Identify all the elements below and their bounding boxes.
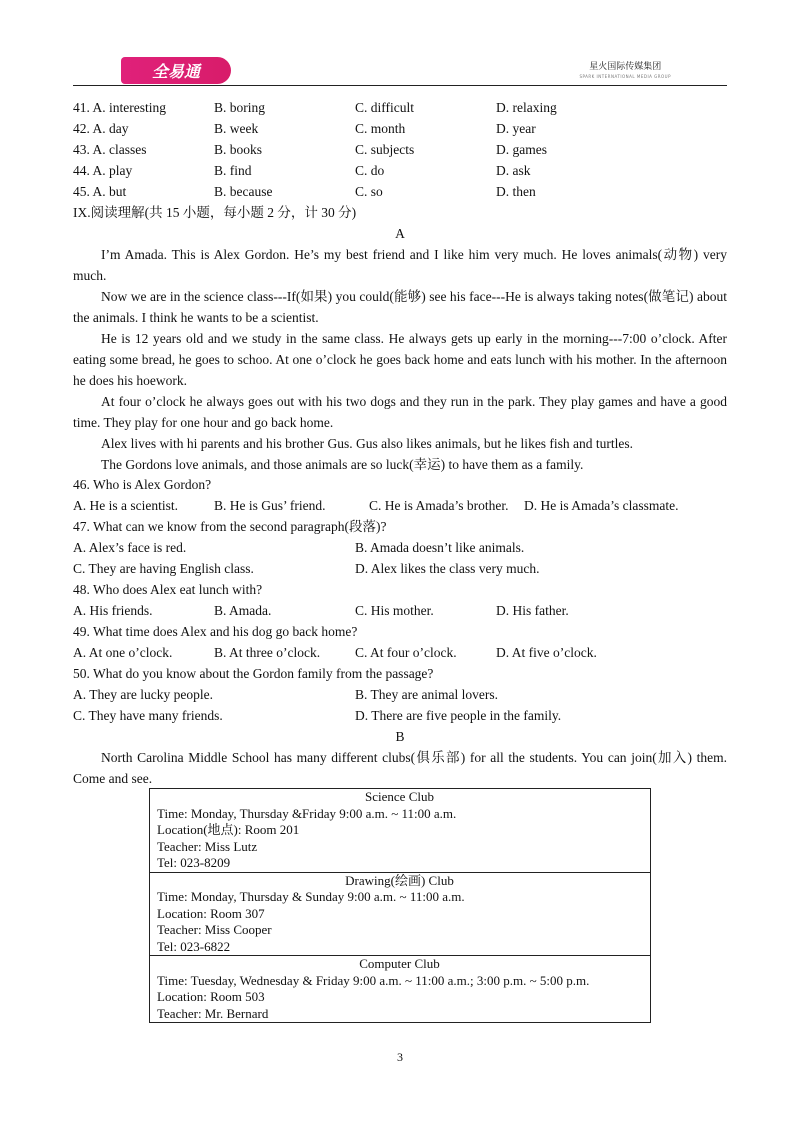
passage-a-paragraph: Now we are in the science class---If(如果) you could(能够) see his face---He is always taking notes(做笔记) about the animals. I think he wants to be a scientist. <box>73 289 727 325</box>
option-d: D. There are five people in the family. <box>355 708 562 723</box>
option-c: C. At four o’clock. <box>355 645 457 660</box>
passage-a-paragraph: Alex lives with hi parents and his brother Gus. Gus also likes animals, but he likes fish and turtles. <box>101 436 634 451</box>
club-time: Time: Monday, Thursday &Friday 9:00 a.m. ~ 11:00 a.m. <box>157 805 457 821</box>
question-48-options <box>73 603 727 619</box>
question-49-stem: 49. What time does Alex and his dog go back home? <box>73 624 358 639</box>
option-row-42 <box>73 121 727 137</box>
option-c: C. They have many friends. <box>73 708 223 723</box>
option-d: D. relaxing <box>496 100 557 115</box>
option-a: A. Alex’s face is red. <box>73 540 187 555</box>
option-c: C. so <box>355 184 383 199</box>
option-d: D. year <box>496 121 536 136</box>
question-50-stem: 50. What do you know about the Gordon family from the passage? <box>73 666 434 681</box>
club-time: Time: Tuesday, Wednesday & Friday 9:00 a.m. ~ 11:00 a.m.; 3:00 p.m. ~ 5:00 p.m. <box>157 972 590 988</box>
option-d: D. then <box>496 184 536 199</box>
option-row-43 <box>73 142 727 158</box>
option-row-45 <box>73 184 727 200</box>
option-a: A. His friends. <box>73 603 153 618</box>
option-a: A. He is a scientist. <box>73 498 178 513</box>
club-teacher: Teacher: Miss Lutz <box>157 838 258 854</box>
club-tel: Tel: 023-8209 <box>157 855 231 870</box>
passage-a-paragraph: At four o’clock he always goes out with his two dogs and they run in the park. They play games and have a good time. They play for one hour and go back home. <box>73 394 727 430</box>
question-49-options <box>73 645 727 661</box>
option-a: 43. A. classes <box>73 142 147 157</box>
club-row-drawing <box>150 872 651 956</box>
club-teacher: Teacher: Miss Cooper <box>157 922 272 937</box>
option-a: A. At one o’clock. <box>73 645 173 660</box>
option-c: C. He is Amada’s brother. <box>369 498 509 513</box>
page-number: 3 <box>397 1050 403 1064</box>
club-title: Science Club <box>365 789 434 804</box>
question-47-options-row2 <box>73 561 727 577</box>
option-d: D. Alex likes the class very much. <box>355 561 540 576</box>
option-d: D. His father. <box>496 603 569 618</box>
option-c: C. subjects <box>355 142 415 157</box>
question-46-options <box>73 498 727 514</box>
question-47-options-row1 <box>73 540 727 556</box>
club-row-science <box>150 789 651 873</box>
option-b: B. because <box>214 184 273 199</box>
option-c: C. They are having English class. <box>73 561 254 576</box>
club-teacher: Teacher: Mr. Bernard <box>157 1005 269 1021</box>
option-c: C. His mother. <box>355 603 434 618</box>
option-d: D. games <box>496 142 547 157</box>
option-row-41 <box>73 100 727 116</box>
question-47-stem: 47. What can we know from the second paragraph(段落)? <box>73 519 387 534</box>
option-c: C. difficult <box>355 100 414 115</box>
passage-a-paragraph: He is 12 years old and we study in the same class. He always gets up early in the morning---7:00 o’clock. After eating some bread, he goes to schoo. At one o’clock he goes back home and eats lunch with his mother. In the afternoon he does his hoework. <box>73 331 727 388</box>
question-50-options-row2 <box>73 708 727 724</box>
option-a: 45. A. but <box>73 184 127 199</box>
passage-b-label: B <box>395 729 405 744</box>
club-time: Time: Monday, Thursday & Sunday 9:00 a.m. ~ 11:00 a.m. <box>157 889 465 904</box>
option-a: 44. A. play <box>73 163 133 178</box>
option-b: B. He is Gus’ friend. <box>214 498 326 513</box>
passage-a-paragraph: The Gordons love animals, and those animals are so luck(幸运) to have them as a family. <box>101 457 584 472</box>
header-divider <box>73 85 727 86</box>
option-b: B. books <box>214 142 263 157</box>
option-d: D. At five o’clock. <box>496 645 597 660</box>
clubs-table <box>149 788 651 1023</box>
passage-b-intro: North Carolina Middle School has many different clubs(俱乐部) for all the students. You can join(加入) them. Come and see. <box>73 750 727 786</box>
option-a: 42. A. day <box>73 121 129 136</box>
option-b: B. Amada doesn’t like animals. <box>355 540 525 555</box>
club-cell <box>150 789 651 873</box>
option-c: C. month <box>355 121 406 136</box>
club-cell <box>150 956 651 1023</box>
option-d: D. ask <box>496 163 531 178</box>
club-location: Location: Room 307 <box>157 905 265 921</box>
publisher-name-text: 星火国际传媒集团 <box>589 62 662 72</box>
option-b: B. They are animal lovers. <box>355 687 498 702</box>
club-location: Location(地点): Room 201 <box>157 822 300 837</box>
passage-a-paragraph: I’m Amada. This is Alex Gordon. He’s my best friend and I like him very much. He loves animals(动物) very much. <box>73 247 727 283</box>
club-cell <box>150 872 651 956</box>
option-c: C. do <box>355 163 385 178</box>
question-48-stem: 48. Who does Alex eat lunch with? <box>73 582 263 597</box>
question-46-stem: 46. Who is Alex Gordon? <box>73 477 212 492</box>
club-title: Drawing(绘画) Club <box>345 872 454 888</box>
option-row-44 <box>73 163 727 179</box>
publisher-name <box>579 62 671 82</box>
option-a: A. They are lucky people. <box>73 687 213 702</box>
brand-logo: 全易通 <box>121 57 231 84</box>
club-location: Location: Room 503 <box>157 989 265 1004</box>
club-title: Computer Club <box>359 956 440 971</box>
option-b: B. boring <box>214 100 266 115</box>
club-row-computer <box>150 956 651 1023</box>
option-b: B. find <box>214 163 252 178</box>
option-b: B. Amada. <box>214 603 272 618</box>
passage-a-label: A <box>395 226 405 241</box>
option-a: 41. A. interesting <box>73 100 166 115</box>
option-d: D. He is Amada’s classmate. <box>524 498 679 513</box>
option-b: B. week <box>214 121 259 136</box>
page-header <box>73 52 727 86</box>
question-50-options-row1 <box>73 687 727 703</box>
section-title: IX.阅读理解(共 15 小题，每小题 2 分，计 30 分) <box>73 205 357 220</box>
publisher-name-sub: SPARK INTERNATIONAL MEDIA GROUP <box>579 74 671 79</box>
option-b: B. At three o’clock. <box>214 645 321 660</box>
club-tel: Tel: 023-6822 <box>157 938 231 954</box>
